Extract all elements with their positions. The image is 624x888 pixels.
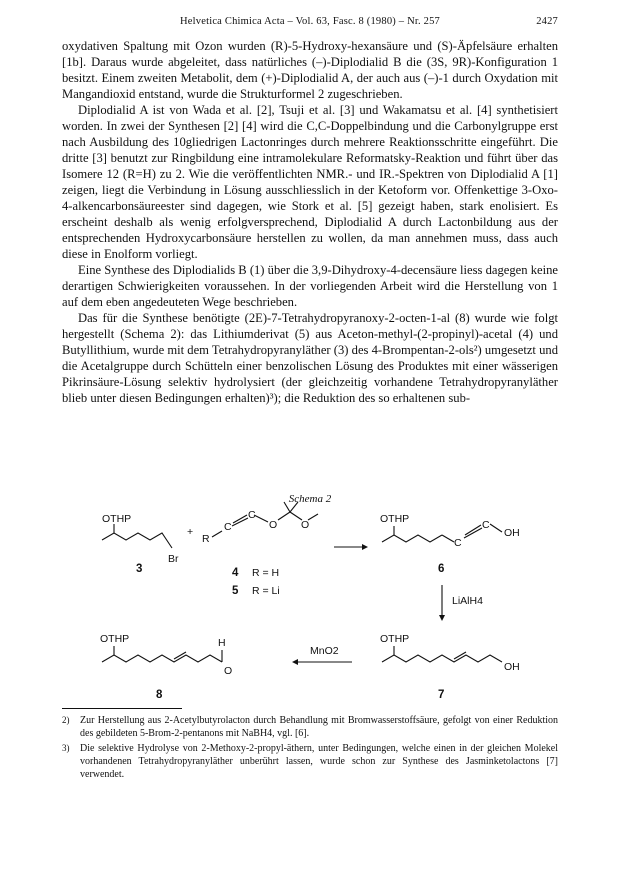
compound-8-structure xyxy=(102,646,222,662)
footnote-marker: 3) xyxy=(62,743,70,753)
compound-3-structure xyxy=(102,524,172,548)
compound-number: 6 xyxy=(438,563,445,575)
paragraph: oxydativen Spaltung mit Ozon wurden (R)-5-Hydroxy-hexansäure und (S)-Äpfelsäure erhalten [1b]. Daraus wurde abgeleitet, dass natürliches (–)-Diplodialid B die (3S, 9R)-Konfiguration 1 besitzt. Einem zweiten Metabolit, dem (+)-Diplodialid A, der auch aus (–)-1 durch Oxydation mit Mangandioxid entstand, wurde die Strukturformel 2 zugeschrieben. xyxy=(62,39,558,101)
reaction-arrow xyxy=(334,544,368,550)
footnote-text: Die selektive Hydrolyse von 2-Methoxy-2-propyl-äthern, unter Bedingungen, welche einen in der gleichen Molekel vorhandenen Tetrahydropyranyläther unberührt lassen, wurde schon zur Synthese des Jasminketolactons [7] verwendet. xyxy=(80,743,558,780)
lialh4-label: LiAlH4 xyxy=(452,595,483,607)
oxygen-label: O xyxy=(269,519,278,531)
journal-title: Helvetica Chimica Acta – Vol. 63, Fasc. 8 (1980) – Nr. 257 xyxy=(180,16,440,27)
footnote-rule xyxy=(62,708,182,709)
bromo-label: Br xyxy=(168,553,179,565)
paragraph: Das für die Synthese benötigte (2E)-7-Tetrahydropyranoxy-2-octen-1-al (8) wurde wie folgt hergestellt (Schema 2): das Lithiumderivat (5) aus Aceton-methyl-(2-propinyl)-acetal (4) und Butyllithium, wurde mit dem Tetrahydropyranyläther (3) des 4-Brompentan-2-ols²) umgesetzt und die Acetalgruppe durch Schütteln einer benzolischen Lösung des Produktes mit einer wässerigen Pikrinsäure-Lösung selektiv hydrolysiert (der gleichzeitig vorhandene Tetrahydropyranyläther blieb unter diesen Bedingungen erhalten)³); die Reduktion des so erhaltenen sub- xyxy=(62,311,558,405)
oxygen-label: O xyxy=(224,665,233,677)
scheme-drawing xyxy=(62,490,558,710)
compound-7-structure xyxy=(382,646,502,662)
reaction-scheme xyxy=(62,490,558,710)
r-li-label: R = Li xyxy=(252,585,280,597)
othp-label: OTHP xyxy=(380,633,410,645)
othp-label: OTHP xyxy=(102,513,132,525)
running-header xyxy=(62,16,558,30)
mno2-label: MnO2 xyxy=(310,645,339,657)
oxidation-arrow xyxy=(292,659,352,665)
hydroxyl-label: OH xyxy=(504,661,520,673)
compound-number: 3 xyxy=(136,563,143,575)
compound-number: 7 xyxy=(438,689,445,701)
body-text xyxy=(62,38,558,406)
carbon-label: C xyxy=(482,519,490,531)
paragraph: Diplodialid A ist von Wada et al. [2], Tsuji et al. [3] und Wakamatsu et al. [4] synthetisiert worden. In zwei der Synthesen [2] [4] wird die C,C-Doppelbindung und die Carbonylgruppe erst nach Ausbildung des 10gliedrigen Lactonringes durch mehrere Reaktionsschritte eingeführt. Die dritte [3] benutzt zur Ringbildung eine intramolekulare Reformatsky-Reaktion und führt über das Isomere 12 (R=H) zu 2. Wie die veröffentlichten NMR.- und IR.-Spektren von Diplodialid A [1] zeigen, liegt die Verbindung in Lösung ausschliesslich in der Ketoform vor. Offenkettige 3-Oxo-4-alkencarbonsäureester sind dagegen, wie Stork et al. [5] gezeigt haben, stark enolisiert. Es erscheint deshalb als wenig erfolgversprechend, Diplodialid A durch Lactonbildung aus der entsprechenden Hydroxycarbonsäure herstellen zu wollen, da man annehmen muss, dass auch diese in Enolform vorliegt. xyxy=(62,103,558,261)
othp-label: OTHP xyxy=(380,513,410,525)
compound-number: 5 xyxy=(232,585,239,597)
r-h-label: R = H xyxy=(252,567,280,579)
carbon-label: C xyxy=(248,509,256,521)
footnotes xyxy=(62,714,558,783)
oxygen-label: O xyxy=(301,519,310,531)
paragraph: Eine Synthese des Diplodialids B (1) über die 3,9-Dihydroxy-4-decensäure liess dagegen keine derartigen Schwierigkeiten voraussehen. In der vorliegenden Arbeit wird die Herstellung von 1 auf dem eben angedeuteten Wege beschrieben. xyxy=(62,263,558,309)
hydrogen-label: H xyxy=(218,637,226,649)
scheme-title: Schema 2 xyxy=(288,493,332,505)
footnote xyxy=(62,742,558,781)
page-number: 2427 xyxy=(536,16,558,27)
reduction-arrow xyxy=(439,585,445,621)
hydroxyl-label: OH xyxy=(504,527,520,539)
footnote xyxy=(62,714,558,740)
r-label: R xyxy=(202,533,210,545)
othp-label: OTHP xyxy=(100,633,130,645)
plus-sign: + xyxy=(187,526,194,538)
compound-number: 8 xyxy=(156,689,163,701)
carbon-label: C xyxy=(224,521,232,533)
compound-number: 4 xyxy=(232,567,239,579)
footnote-marker: 2) xyxy=(62,715,70,725)
carbon-label: C xyxy=(454,537,462,549)
footnote-text: Zur Herstellung aus 2-Acetylbutyrolacton durch Behandlung mit Bromwasserstoffsäure, gefolgt von einer Reduktion des gebildeten 5-Brom-2-pentanons mit NaBH4, vgl. [6]. xyxy=(80,715,558,739)
